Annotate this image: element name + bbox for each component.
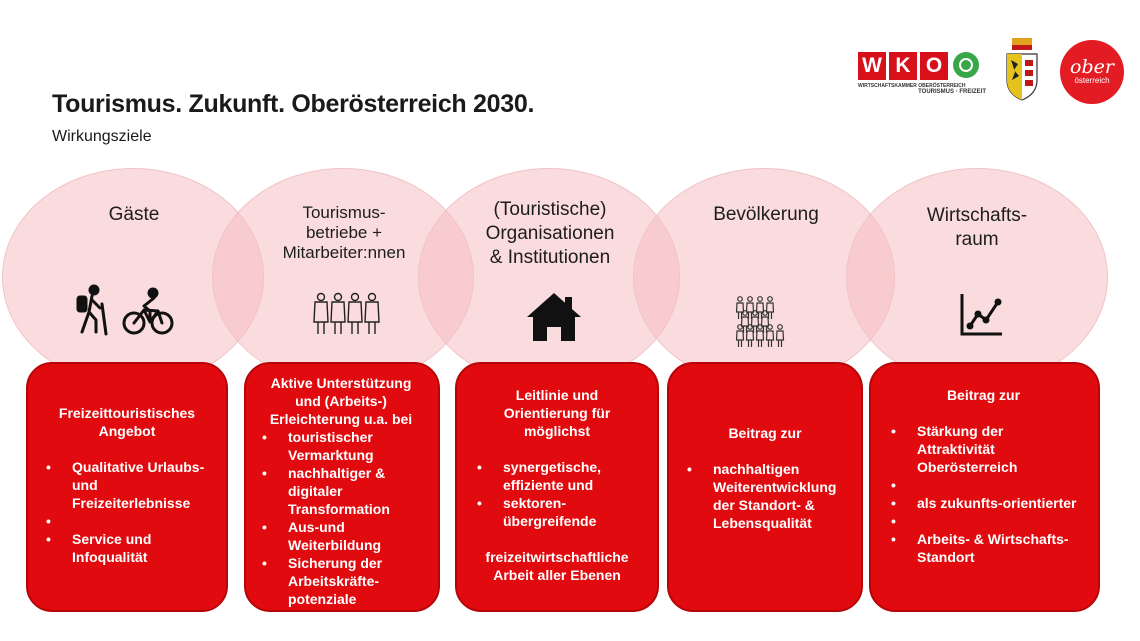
page-title: Tourismus. Zukunft. Oberösterreich 2030. — [52, 90, 535, 118]
bullet-item: • synergetische, effiziente und — [473, 458, 641, 494]
bullet-list — [887, 422, 1080, 566]
title-line: Wirtschafts- — [926, 205, 1028, 226]
box-economy — [869, 362, 1100, 612]
upper-austria-crest-icon — [1003, 36, 1041, 102]
outro-line: Arbeit aller Ebenen — [493, 567, 621, 583]
population-icon — [736, 296, 792, 350]
intro-line: Orientierung für — [503, 405, 611, 421]
intro-line: und (Arbeits-) — [295, 393, 387, 409]
page-subtitle: Wirkungsziele — [52, 128, 152, 145]
spacer — [42, 512, 212, 530]
intro-line: Erleichterung u.a. bei — [269, 411, 413, 427]
bullet-item: • nachhaltiger & digitaler Transformation — [258, 464, 424, 518]
intro-line: möglichst — [523, 423, 591, 439]
bullet-item: • sektoren-übergreifende — [473, 494, 641, 530]
growth-chart-icon — [958, 292, 1004, 338]
box-intro: Beitrag zur — [728, 425, 802, 441]
column-title-economy — [857, 204, 1097, 252]
title-line: Tourismus- — [302, 203, 386, 222]
spacer — [887, 512, 1080, 530]
box-population — [667, 362, 863, 612]
circle-economy — [846, 168, 1108, 386]
title-line: Mitarbeiter:nnen — [282, 243, 406, 262]
wko-wheel-icon — [953, 52, 979, 78]
title-line: betriebe + — [305, 223, 383, 242]
bullet-item: • Aus-und Weiterbildung — [258, 518, 424, 554]
bullet-item: • Service und Infoqualität — [42, 530, 212, 566]
title-line: (Touristische) — [493, 199, 607, 220]
employees-group-icon — [312, 292, 382, 336]
box-businesses — [244, 362, 440, 612]
bullet-item: • nachhaltigen Weiterentwicklung der Standort- & Lebensqualität — [683, 460, 847, 532]
bullet-list — [683, 460, 847, 532]
bullet-item: • Sicherung der Arbeitskräfte-potenziale — [258, 554, 424, 608]
spacer — [887, 476, 1080, 494]
box-organisations — [455, 362, 659, 612]
bullet-item: • als zukunfts-orientierter — [887, 494, 1080, 512]
box-guests — [26, 362, 228, 612]
wko-logo — [858, 52, 986, 102]
hiker-and-cyclist-icon — [74, 284, 174, 336]
wko-letter-o: O — [920, 52, 948, 80]
wko-chamber-text: WIRTSCHAFTSKAMMER OBERÖSTERREICH — [858, 83, 966, 89]
bullet-item: • Qualitative Urlaubs- und Freizeiterlebnisse — [42, 458, 212, 512]
wko-letter-k: K — [889, 52, 917, 80]
title-line: & Institutionen — [489, 247, 611, 268]
column-title-population: Bevölkerung — [713, 204, 819, 225]
box-outro — [473, 548, 641, 584]
box-intro: Beitrag zur — [946, 387, 1021, 403]
oberoesterreich-logo — [1060, 40, 1124, 104]
column-title-guests: Gäste — [108, 204, 160, 225]
house-icon — [525, 291, 583, 343]
bullet-list — [473, 458, 641, 530]
wko-letter-w: W — [858, 52, 886, 80]
intro-line: Aktive Unterstützung — [270, 375, 412, 391]
box-intro — [258, 374, 424, 428]
outro-line: freizeitwirtschaftliche — [485, 549, 629, 565]
bullet-list — [42, 458, 212, 566]
box-intro — [473, 386, 641, 440]
wko-division-text: TOURISMUS · FREIZEIT — [918, 89, 986, 95]
box-intro: Freizeittouristisches Angebot — [58, 405, 196, 439]
bullet-list — [258, 428, 424, 608]
bullet-item: • Arbeits- & Wirtschafts-Standort — [887, 530, 1080, 566]
title-line: Organisationen — [485, 223, 615, 244]
intro-line: Leitlinie und — [515, 387, 599, 403]
column-title-businesses — [224, 203, 464, 263]
column-title-organisations — [430, 198, 670, 270]
ober-logo-text: ober — [1070, 56, 1114, 78]
bullet-item: • touristischer Vermarktung — [258, 428, 424, 464]
ober-logo-subtext: österreich — [1074, 76, 1110, 85]
bullet-item: • Stärkung der Attraktivität Oberösterreich — [887, 422, 1080, 476]
title-line: raum — [955, 229, 999, 250]
